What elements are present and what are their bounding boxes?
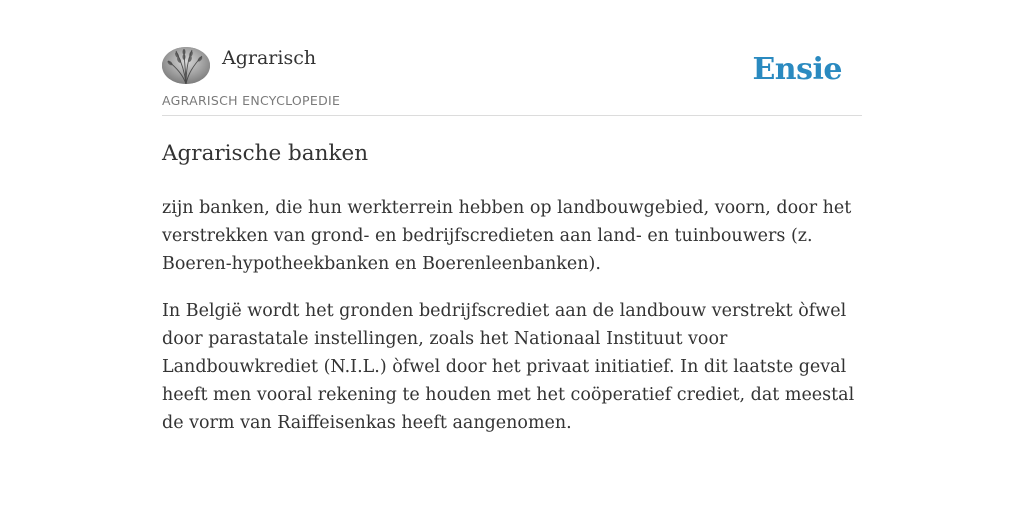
- source-name[interactable]: Agrarisch: [222, 47, 317, 69]
- article: [162, 138, 867, 437]
- ensie-logo[interactable]: Ensie: [752, 52, 842, 87]
- header: [162, 0, 862, 116]
- source-subtitle: AGRARISCH ENCYCLOPEDIE: [162, 93, 341, 108]
- wheat-icon[interactable]: [162, 47, 210, 84]
- article-paragraph: In België wordt het gronden bedrijfscrediet aan de landbouw verstrekt òfwel door parastatale instellingen, zoals het Nationaal Instituut voor Landbouwkrediet (N.I.L.) òfwel door het privaat initiatief. In dit laatste geval heeft men vooral rekening te houden met het coöperatief crediet, dat meestal de vorm van Raiffeisenkas heeft aangenomen.: [162, 301, 855, 433]
- article-paragraph: zijn banken, die hun werkterrein hebben op landbouwgebied, voorn, door het verstrekken van grond- en bedrijfscredieten aan land- en tuinbouwers (z. Boeren-hypotheekbanken en Boerenleenbanken).: [162, 198, 852, 274]
- page-title: Agrarische banken: [162, 141, 369, 166]
